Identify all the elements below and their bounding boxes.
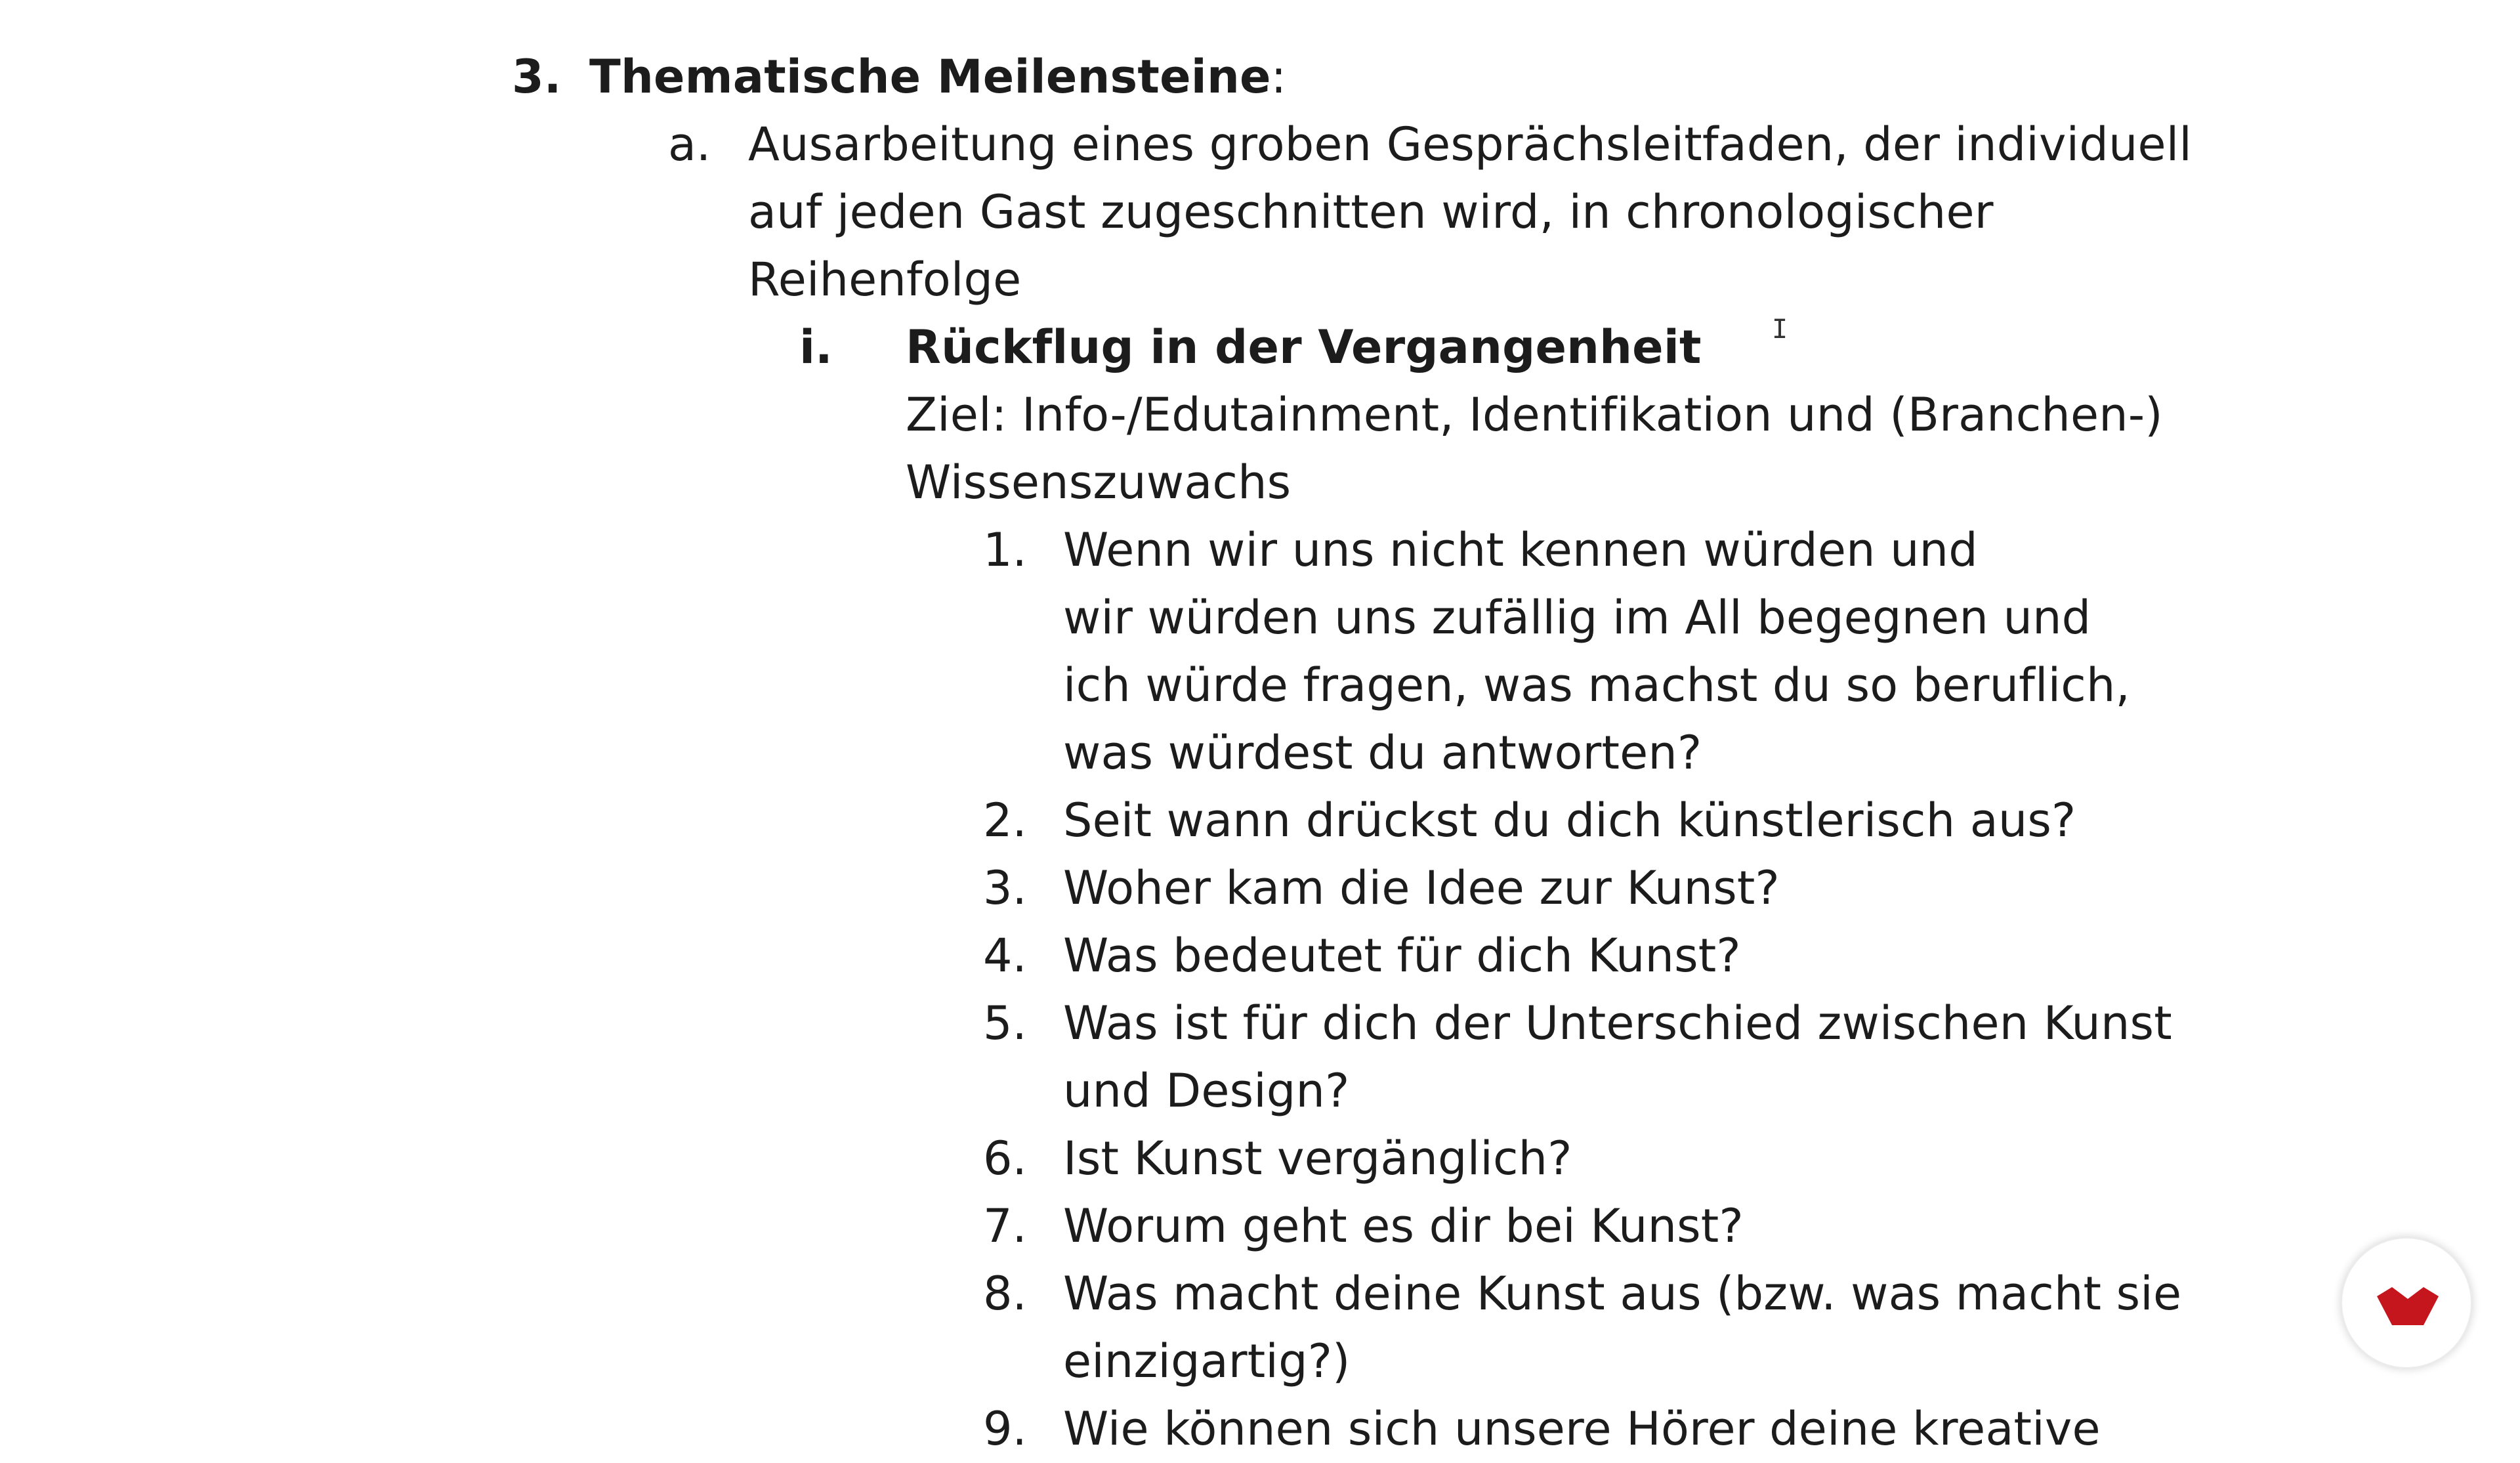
section-number: 3. — [512, 50, 562, 104]
question-4-marker: 4. — [983, 929, 1027, 983]
question-6-line: Ist Kunst vergänglich? — [1063, 1132, 1572, 1185]
floating-brand-button[interactable] — [2341, 1237, 2472, 1368]
question-3-line: Woher kam die Idee zur Kunst? — [1063, 861, 1780, 915]
question-1-line: was würdest du antworten? — [1063, 726, 1702, 780]
question-2-line: Seit wann drückst du dich künstlerisch aus? — [1063, 794, 2076, 847]
question-5-line: und Design? — [1063, 1064, 1350, 1118]
question-1-line: wir würden uns zufällig im All begegnen und — [1063, 591, 2091, 645]
question-5-line: Was ist für dich der Unterschied zwischen Kunst — [1063, 996, 2172, 1050]
question-1-line: Wenn wir uns nicht kennen würden und — [1063, 523, 1978, 577]
item-i-goal-line: Ziel: Info-/Edutainment, Identifikation und (Branchen-) — [906, 388, 2163, 442]
item-a-line: auf jeden Gast zugeschnitten wird, in chronologischer — [748, 185, 1994, 239]
item-i-title: Rückflug in der Vergangenheit — [906, 320, 1702, 374]
question-1-marker: 1. — [983, 523, 1027, 577]
question-1-line: ich würde fragen, was machst du so beruflich, — [1063, 658, 2131, 712]
question-9-marker: 9. — [983, 1402, 1027, 1456]
question-7-marker: 7. — [983, 1199, 1027, 1253]
text-cursor-icon: I — [1772, 314, 1788, 345]
item-i-goal-line: Wissenszuwachs — [906, 456, 1292, 509]
section-title-suffix: : — [1270, 50, 1287, 104]
question-6-marker: 6. — [983, 1132, 1027, 1185]
question-3-marker: 3. — [983, 861, 1027, 915]
item-a-marker: a. — [668, 117, 711, 171]
question-5-marker: 5. — [983, 996, 1027, 1050]
question-4-line: Was bedeutet für dich Kunst? — [1063, 929, 1741, 983]
question-9-line: Wie können sich unsere Hörer deine kreative — [1063, 1402, 2101, 1456]
item-a-line: Reihenfolge — [748, 253, 1022, 307]
brand-logo-icon — [2375, 1271, 2441, 1337]
item-a-line: Ausarbeitung eines groben Gesprächsleitfaden, der individuell — [748, 117, 2193, 171]
question-7-line: Worum geht es dir bei Kunst? — [1063, 1199, 1744, 1253]
question-8-line: einzigartig?) — [1063, 1334, 1351, 1388]
section-title: Thematische Meilensteine — [589, 50, 1271, 104]
question-2-marker: 2. — [983, 794, 1027, 847]
section-heading — [589, 43, 1286, 111]
question-8-marker: 8. — [983, 1267, 1027, 1321]
question-8-line: Was macht deine Kunst aus (bzw. was macht sie — [1063, 1267, 2182, 1321]
item-i-marker: i. — [799, 320, 833, 374]
